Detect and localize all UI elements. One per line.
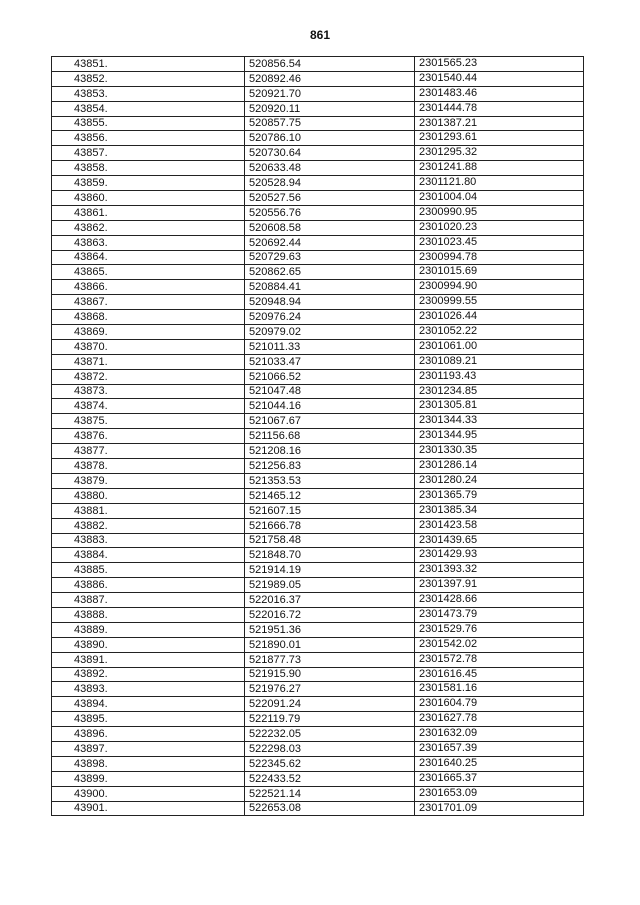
x-coordinate-cell: 520786.10 — [245, 131, 415, 146]
x-coordinate-cell: 522433.52 — [245, 771, 415, 786]
point-id-cell: 43869. — [52, 325, 245, 340]
point-id-cell: 43894. — [52, 697, 245, 712]
table-row — [52, 697, 584, 712]
table-row — [52, 533, 584, 548]
coordinates-table-container — [51, 56, 584, 816]
table-row — [52, 384, 584, 399]
point-id-cell: 43855. — [52, 116, 245, 131]
table-row — [52, 310, 584, 325]
point-id-cell: 43892. — [52, 667, 245, 682]
y-coordinate-cell: 2301581.16 — [415, 682, 584, 697]
point-id-cell: 43888. — [52, 607, 245, 622]
y-coordinate-cell: 2301423.58 — [415, 518, 584, 533]
x-coordinate-cell: 520921.70 — [245, 86, 415, 101]
table-row — [52, 339, 584, 354]
point-id-cell: 43899. — [52, 771, 245, 786]
y-coordinate-cell: 2301657.39 — [415, 741, 584, 756]
y-coordinate-cell: 2301429.93 — [415, 548, 584, 563]
x-coordinate-cell: 520948.94 — [245, 295, 415, 310]
table-row — [52, 191, 584, 206]
x-coordinate-cell: 522345.62 — [245, 756, 415, 771]
y-coordinate-cell: 2301121.80 — [415, 176, 584, 191]
point-id-cell: 43851. — [52, 57, 245, 72]
point-id-cell: 43854. — [52, 101, 245, 116]
point-id-cell: 43866. — [52, 280, 245, 295]
y-coordinate-cell: 2301004.04 — [415, 191, 584, 206]
table-row — [52, 727, 584, 742]
x-coordinate-cell: 521976.27 — [245, 682, 415, 697]
point-id-cell: 43881. — [52, 503, 245, 518]
x-coordinate-cell: 521951.36 — [245, 622, 415, 637]
point-id-cell: 43862. — [52, 220, 245, 235]
table-row — [52, 667, 584, 682]
table-row — [52, 280, 584, 295]
y-coordinate-cell: 2301565.23 — [415, 57, 584, 72]
table-row — [52, 161, 584, 176]
y-coordinate-cell: 2301572.78 — [415, 652, 584, 667]
table-row — [52, 593, 584, 608]
x-coordinate-cell: 521465.12 — [245, 488, 415, 503]
point-id-cell: 43859. — [52, 176, 245, 191]
point-id-cell: 43890. — [52, 637, 245, 652]
point-id-cell: 43873. — [52, 384, 245, 399]
x-coordinate-cell: 521044.16 — [245, 399, 415, 414]
point-id-cell: 43870. — [52, 339, 245, 354]
x-coordinate-cell: 521066.52 — [245, 369, 415, 384]
x-coordinate-cell: 522016.37 — [245, 593, 415, 608]
table-row — [52, 414, 584, 429]
y-coordinate-cell: 2300994.90 — [415, 280, 584, 295]
y-coordinate-cell: 2301293.61 — [415, 131, 584, 146]
y-coordinate-cell: 2301286.14 — [415, 459, 584, 474]
point-id-cell: 43880. — [52, 488, 245, 503]
table-row — [52, 250, 584, 265]
x-coordinate-cell: 521989.05 — [245, 578, 415, 593]
point-id-cell: 43878. — [52, 459, 245, 474]
page-number: 861 — [309, 28, 331, 42]
y-coordinate-cell: 2301627.78 — [415, 712, 584, 727]
point-id-cell: 43856. — [52, 131, 245, 146]
table-row — [52, 146, 584, 161]
x-coordinate-cell: 522119.79 — [245, 712, 415, 727]
table-row — [52, 176, 584, 191]
y-coordinate-cell: 2301089.21 — [415, 354, 584, 369]
coordinates-table — [51, 56, 584, 816]
y-coordinate-cell: 2301387.21 — [415, 116, 584, 131]
x-coordinate-cell: 520729.63 — [245, 250, 415, 265]
y-coordinate-cell: 2301444.78 — [415, 101, 584, 116]
table-row — [52, 548, 584, 563]
table-row — [52, 488, 584, 503]
table-row — [52, 622, 584, 637]
point-id-cell: 43867. — [52, 295, 245, 310]
x-coordinate-cell: 521256.83 — [245, 459, 415, 474]
point-id-cell: 43891. — [52, 652, 245, 667]
table-row — [52, 518, 584, 533]
x-coordinate-cell: 521848.70 — [245, 548, 415, 563]
point-id-cell: 43883. — [52, 533, 245, 548]
y-coordinate-cell: 2301061.00 — [415, 339, 584, 354]
x-coordinate-cell: 521067.67 — [245, 414, 415, 429]
table-row — [52, 503, 584, 518]
point-id-cell: 43898. — [52, 756, 245, 771]
y-coordinate-cell: 2301193.43 — [415, 369, 584, 384]
point-id-cell: 43877. — [52, 444, 245, 459]
coordinates-table-body — [52, 57, 584, 816]
y-coordinate-cell: 2301385.34 — [415, 503, 584, 518]
x-coordinate-cell: 522521.14 — [245, 786, 415, 801]
x-coordinate-cell: 521353.53 — [245, 473, 415, 488]
y-coordinate-cell: 2301701.09 — [415, 801, 584, 816]
y-coordinate-cell: 2301023.45 — [415, 235, 584, 250]
point-id-cell: 43879. — [52, 473, 245, 488]
y-coordinate-cell: 2301632.09 — [415, 727, 584, 742]
point-id-cell: 43853. — [52, 86, 245, 101]
table-row — [52, 459, 584, 474]
x-coordinate-cell: 520857.75 — [245, 116, 415, 131]
y-coordinate-cell: 2301344.95 — [415, 429, 584, 444]
point-id-cell: 43858. — [52, 161, 245, 176]
table-row — [52, 354, 584, 369]
x-coordinate-cell: 521890.01 — [245, 637, 415, 652]
point-id-cell: 43889. — [52, 622, 245, 637]
x-coordinate-cell: 520920.11 — [245, 101, 415, 116]
table-row — [52, 771, 584, 786]
point-id-cell: 43875. — [52, 414, 245, 429]
y-coordinate-cell: 2301305.81 — [415, 399, 584, 414]
point-id-cell: 43860. — [52, 191, 245, 206]
table-row — [52, 652, 584, 667]
point-id-cell: 43863. — [52, 235, 245, 250]
x-coordinate-cell: 522091.24 — [245, 697, 415, 712]
y-coordinate-cell: 2301428.66 — [415, 593, 584, 608]
x-coordinate-cell: 522232.05 — [245, 727, 415, 742]
y-coordinate-cell: 2301365.79 — [415, 488, 584, 503]
table-row — [52, 786, 584, 801]
table-row — [52, 741, 584, 756]
table-row — [52, 57, 584, 72]
y-coordinate-cell: 2301542.02 — [415, 637, 584, 652]
table-row — [52, 369, 584, 384]
point-id-cell: 43861. — [52, 205, 245, 220]
x-coordinate-cell: 521208.16 — [245, 444, 415, 459]
point-id-cell: 43886. — [52, 578, 245, 593]
x-coordinate-cell: 520884.41 — [245, 280, 415, 295]
table-row — [52, 756, 584, 771]
table-row — [52, 399, 584, 414]
x-coordinate-cell: 520608.58 — [245, 220, 415, 235]
x-coordinate-cell: 521914.19 — [245, 563, 415, 578]
y-coordinate-cell: 2301330.35 — [415, 444, 584, 459]
point-id-cell: 43874. — [52, 399, 245, 414]
table-row — [52, 220, 584, 235]
point-id-cell: 43852. — [52, 71, 245, 86]
y-coordinate-cell: 2301241.88 — [415, 161, 584, 176]
table-row — [52, 101, 584, 116]
x-coordinate-cell: 520856.54 — [245, 57, 415, 72]
table-row — [52, 637, 584, 652]
x-coordinate-cell: 520976.24 — [245, 310, 415, 325]
point-id-cell: 43893. — [52, 682, 245, 697]
point-id-cell: 43895. — [52, 712, 245, 727]
y-coordinate-cell: 2301640.25 — [415, 756, 584, 771]
table-row — [52, 235, 584, 250]
y-coordinate-cell: 2301052.22 — [415, 325, 584, 340]
y-coordinate-cell: 2300999.55 — [415, 295, 584, 310]
x-coordinate-cell: 520633.48 — [245, 161, 415, 176]
point-id-cell: 43864. — [52, 250, 245, 265]
x-coordinate-cell: 521047.48 — [245, 384, 415, 399]
point-id-cell: 43885. — [52, 563, 245, 578]
y-coordinate-cell: 2301295.32 — [415, 146, 584, 161]
x-coordinate-cell: 521607.15 — [245, 503, 415, 518]
x-coordinate-cell: 521011.33 — [245, 339, 415, 354]
table-row — [52, 295, 584, 310]
table-row — [52, 682, 584, 697]
y-coordinate-cell: 2300990.95 — [415, 205, 584, 220]
x-coordinate-cell: 520527.56 — [245, 191, 415, 206]
y-coordinate-cell: 2301473.79 — [415, 607, 584, 622]
x-coordinate-cell: 520692.44 — [245, 235, 415, 250]
x-coordinate-cell: 521877.73 — [245, 652, 415, 667]
table-row — [52, 325, 584, 340]
y-coordinate-cell: 2300994.78 — [415, 250, 584, 265]
x-coordinate-cell: 520528.94 — [245, 176, 415, 191]
y-coordinate-cell: 2301653.09 — [415, 786, 584, 801]
x-coordinate-cell: 520979.02 — [245, 325, 415, 340]
point-id-cell: 43884. — [52, 548, 245, 563]
table-row — [52, 801, 584, 816]
table-row — [52, 131, 584, 146]
y-coordinate-cell: 2301280.24 — [415, 473, 584, 488]
table-row — [52, 578, 584, 593]
y-coordinate-cell: 2301665.37 — [415, 771, 584, 786]
table-row — [52, 116, 584, 131]
y-coordinate-cell: 2301483.46 — [415, 86, 584, 101]
x-coordinate-cell: 520862.65 — [245, 265, 415, 280]
x-coordinate-cell: 522016.72 — [245, 607, 415, 622]
x-coordinate-cell: 521915.90 — [245, 667, 415, 682]
table-row — [52, 86, 584, 101]
x-coordinate-cell: 522653.08 — [245, 801, 415, 816]
table-row — [52, 205, 584, 220]
point-id-cell: 43868. — [52, 310, 245, 325]
table-row — [52, 563, 584, 578]
table-row — [52, 712, 584, 727]
x-coordinate-cell: 521758.48 — [245, 533, 415, 548]
x-coordinate-cell: 521156.68 — [245, 429, 415, 444]
y-coordinate-cell: 2301439.65 — [415, 533, 584, 548]
table-row — [52, 429, 584, 444]
point-id-cell: 43872. — [52, 369, 245, 384]
y-coordinate-cell: 2301015.69 — [415, 265, 584, 280]
point-id-cell: 43865. — [52, 265, 245, 280]
y-coordinate-cell: 2301540.44 — [415, 71, 584, 86]
x-coordinate-cell: 520730.64 — [245, 146, 415, 161]
point-id-cell: 43876. — [52, 429, 245, 444]
y-coordinate-cell: 2301234.85 — [415, 384, 584, 399]
y-coordinate-cell: 2301020.23 — [415, 220, 584, 235]
x-coordinate-cell: 521666.78 — [245, 518, 415, 533]
y-coordinate-cell: 2301026.44 — [415, 310, 584, 325]
point-id-cell: 43887. — [52, 593, 245, 608]
point-id-cell: 43896. — [52, 727, 245, 742]
point-id-cell: 43901. — [52, 801, 245, 816]
point-id-cell: 43897. — [52, 741, 245, 756]
y-coordinate-cell: 2301529.76 — [415, 622, 584, 637]
table-row — [52, 473, 584, 488]
y-coordinate-cell: 2301344.33 — [415, 414, 584, 429]
point-id-cell: 43882. — [52, 518, 245, 533]
point-id-cell: 43857. — [52, 146, 245, 161]
table-row — [52, 265, 584, 280]
x-coordinate-cell: 522298.03 — [245, 741, 415, 756]
table-row — [52, 71, 584, 86]
x-coordinate-cell: 520892.46 — [245, 71, 415, 86]
table-row — [52, 444, 584, 459]
y-coordinate-cell: 2301397.91 — [415, 578, 584, 593]
table-row — [52, 607, 584, 622]
point-id-cell: 43900. — [52, 786, 245, 801]
x-coordinate-cell: 521033.47 — [245, 354, 415, 369]
y-coordinate-cell: 2301393.32 — [415, 563, 584, 578]
y-coordinate-cell: 2301616.45 — [415, 667, 584, 682]
y-coordinate-cell: 2301604.79 — [415, 697, 584, 712]
point-id-cell: 43871. — [52, 354, 245, 369]
x-coordinate-cell: 520556.76 — [245, 205, 415, 220]
